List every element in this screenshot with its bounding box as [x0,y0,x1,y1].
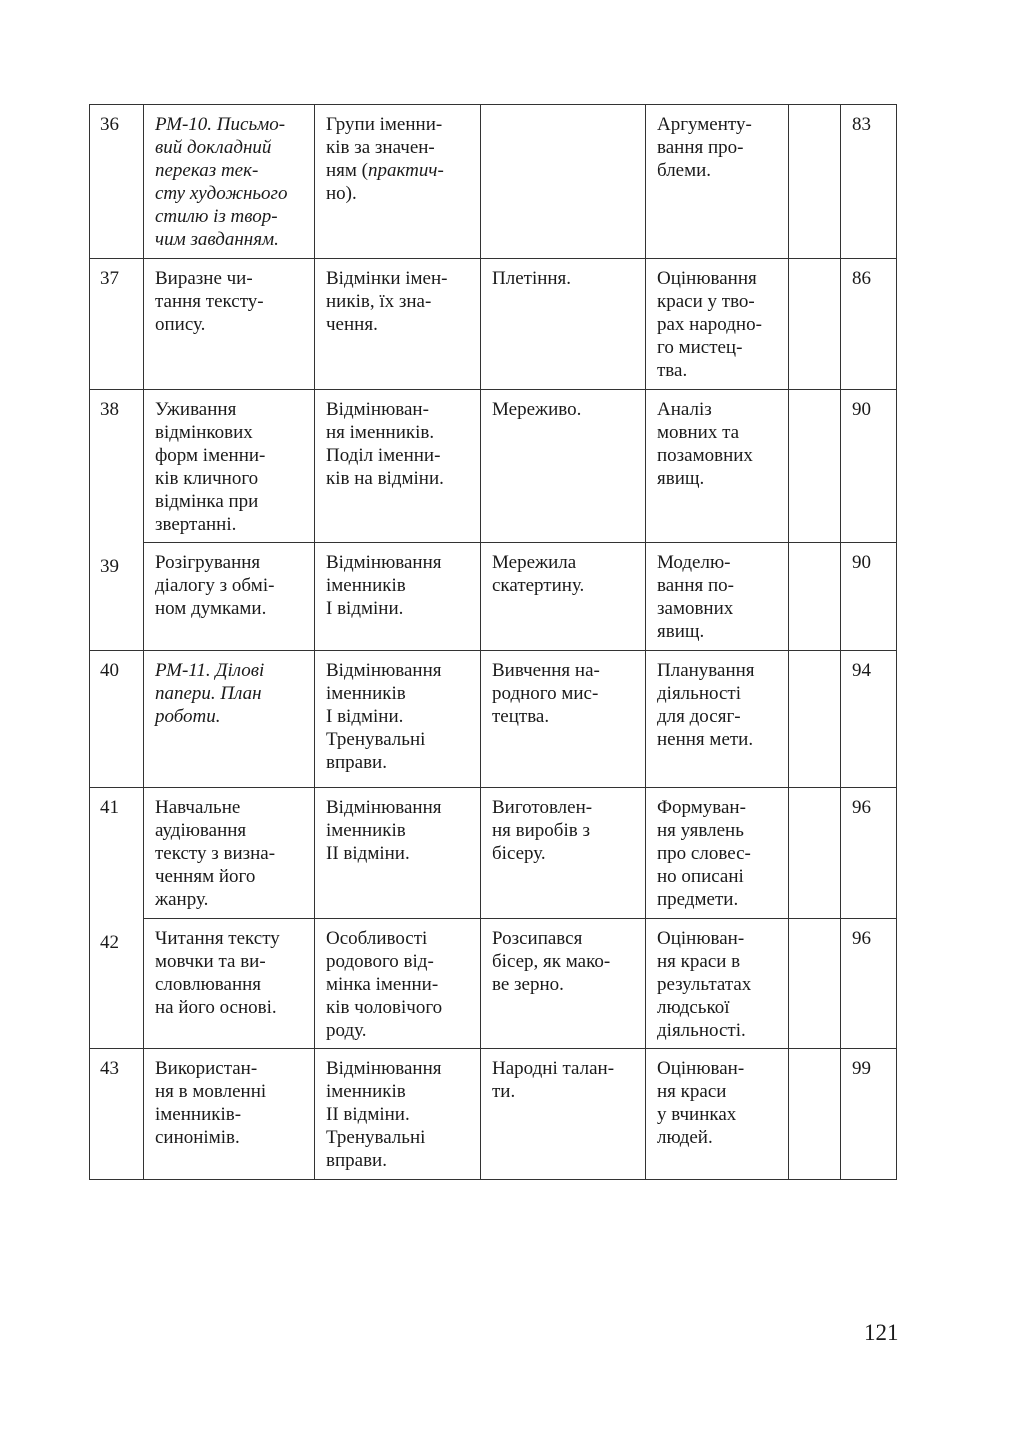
page-ref-cell [841,1049,897,1180]
page-ref: 96 [852,797,871,818]
cell-text-line: іменників [326,683,406,704]
empty-cell [789,788,841,919]
cell-text-line: синонімів. [155,1127,240,1148]
cell-text-line: явищ. [657,621,705,642]
cell-text-line: у вчинках [657,1104,737,1125]
cell-text-line: ти. [492,1081,516,1102]
page-number: 121 [864,1320,899,1345]
table-row [90,105,897,259]
cell-text-line: І відміни. [326,706,404,727]
cell-text-line: форм іменни- [155,445,266,466]
lesson-number-cell [90,259,144,390]
cell-text-line: Відмінювання [326,660,442,681]
cell-text-line: вання по- [657,575,734,596]
cell-text-line: І відміни. [326,598,404,619]
cell-text-line: діяльності [657,683,741,704]
cell-text-line: переказ тек- [155,160,259,181]
cell-text-line: Читання тексту [155,928,280,949]
lesson-number-cell [90,788,144,919]
lesson-number-cell [90,105,144,259]
theme-cell [481,390,646,543]
grammar-cell [315,788,481,919]
table-row [90,1049,897,1180]
cell-text-line: роду. [326,1020,367,1041]
page-ref-cell [841,390,897,543]
cell-text-line: Оцінюван- [657,928,745,949]
cell-text-line: для досяг- [657,706,741,727]
grammar-cell [315,1049,481,1180]
cell-text-line: чим завданням. [155,229,279,250]
skills-cell [646,1049,789,1180]
theme-cell [481,259,646,390]
page-ref: 83 [852,114,871,135]
topic-cell [144,1049,315,1180]
cell-text-line: Мережила [492,552,577,573]
cell-text-line: Вивчення на- [492,660,600,681]
grammar-cell [315,105,481,259]
topic-cell [144,105,315,259]
cell-text-line: явищ. [657,468,705,489]
cell-text-line: ня краси в [657,951,741,972]
cell-text-line: мінка іменни- [326,974,439,995]
cell-text-line: Моделю- [657,552,731,573]
cell-text-line: аудіювання [155,820,247,841]
cell-text-line: людей. [657,1127,713,1148]
cell-text-fragment: ків за значен- [326,137,435,158]
topic-cell [144,543,315,651]
cell-text-line: Тренувальні [326,1127,426,1148]
cell-text-line: іменників [326,575,406,596]
cell-text-line: звертанні. [155,514,237,535]
empty-cell [789,543,841,651]
cell-text-line: Виготовлен- [492,797,593,818]
lesson-number-cell [90,1049,144,1180]
grammar-cell [315,390,481,543]
cell-text-line: бісер, як мако- [492,951,611,972]
grammar-cell [315,543,481,651]
cell-text-line: ня виробів з [492,820,590,841]
cell-text-line: опису. [155,314,206,335]
skills-cell [646,919,789,1049]
theme-cell [481,543,646,651]
cell-text-line: ве зерно. [492,974,564,995]
cell-text-line: Аргументу- [657,114,752,135]
cell-text-line: Відмінювання [326,1058,442,1079]
lesson-number-cell [90,543,144,651]
table-row [90,259,897,390]
table-row [90,390,897,543]
cell-text-line: роботи. [155,706,221,727]
cell-text-line: скатертину. [492,575,585,596]
cell-text-line: Формуван- [657,797,746,818]
lesson-plan-table [89,104,897,1180]
cell-text-line: Мереживо. [492,399,582,420]
cell-text-line [326,113,474,136]
lesson-number-cell [90,919,144,1049]
cell-text-line: стилю із твор- [155,206,278,227]
cell-text-line: Народні талан- [492,1058,615,1079]
cell-text-line: жанру. [155,889,209,910]
cell-text-line [326,136,474,159]
cell-text-line: вий докладний [155,137,272,158]
lesson-number: 38 [100,399,119,420]
cell-text-line: мовчки та ви- [155,951,266,972]
cell-text-fragment: но [326,183,346,204]
page-ref: 90 [852,399,871,420]
cell-text-line: Виразне чи- [155,268,253,289]
cell-text-line: ченням його [155,866,256,887]
empty-cell [789,105,841,259]
cell-text-line: Оцінювання [657,268,757,289]
table-row [90,651,897,788]
cell-text-fragment: ням ( [326,160,369,181]
theme-cell [481,1049,646,1180]
skills-cell [646,259,789,390]
cell-text-line: ня іменників. [326,422,435,443]
cell-text-line: вправи. [326,1150,387,1171]
cell-text-line: Навчальне [155,797,241,818]
cell-text-line: Планування [657,660,755,681]
topic-cell [144,788,315,919]
cell-text-line: діяльності. [657,1020,746,1041]
cell-text-line: ня в мовленні [155,1081,267,1102]
table-body [90,105,897,1180]
skills-cell [646,543,789,651]
topic-cell [144,390,315,543]
page-ref-cell [841,543,897,651]
cell-text-line: діалогу з обмі- [155,575,275,596]
cell-text-line: но описані [657,866,744,887]
cell-text-line: результатах [657,974,752,995]
cell-text-line: краси у тво- [657,291,755,312]
page-ref: 99 [852,1058,871,1079]
page-ref: 96 [852,928,871,949]
lesson-number: 40 [100,660,119,681]
cell-text-line: папери. План [155,683,262,704]
cell-text-line: мовних та [657,422,740,443]
cell-text-line: ків чоловічого [326,997,443,1018]
cell-text-line: чення. [326,314,378,335]
cell-text-line: ІІ відміни. [326,1104,410,1125]
theme-cell [481,919,646,1049]
page-ref: 94 [852,660,871,681]
empty-cell [789,919,841,1049]
cell-text-line: іменників- [155,1104,242,1125]
cell-text-line: про словес- [657,843,751,864]
cell-text-line: ІІ відміни. [326,843,410,864]
cell-text-line: Розігрування [155,552,261,573]
cell-text-line: РМ-10. Письмо- [155,114,286,135]
topic-cell [144,919,315,1049]
cell-text-line: Використан- [155,1058,258,1079]
cell-text-line: Відмінки імен- [326,268,448,289]
cell-text-line: бісеру. [492,843,546,864]
cell-text-line: нення мети. [657,729,754,750]
cell-text-line: Уживання [155,399,237,420]
cell-text-line: тання тексту- [155,291,264,312]
cell-text-line: предмети. [657,889,739,910]
cell-text-line: Відмінюван- [326,399,429,420]
table-row [90,543,897,651]
lesson-number: 39 [100,555,119,577]
cell-text-line: ків кличного [155,468,259,489]
cell-text-fragment: Групи іменни- [326,114,443,135]
cell-text-line [326,182,474,205]
cell-text-line: відмінка при [155,491,259,512]
cell-text-line: Відмінювання [326,552,442,573]
page-ref: 90 [852,552,871,573]
grammar-cell [315,259,481,390]
theme-cell [481,651,646,788]
cell-text-line: вання про- [657,137,744,158]
page-ref-cell [841,105,897,259]
cell-text-line: РМ-11. Ділові [155,660,265,681]
lesson-number: 42 [100,931,119,953]
cell-text-line: ків на відміни. [326,468,444,489]
cell-text-line: рах народно- [657,314,762,335]
cell-text-line: блеми. [657,160,712,181]
cell-text-line: словлювання [155,974,262,995]
cell-text-line: позамовних [657,445,753,466]
lesson-number: 36 [100,114,119,135]
skills-cell [646,651,789,788]
cell-text-fragment: ). [345,183,357,204]
cell-text-line: ня уявлень [657,820,744,841]
skills-cell [646,105,789,259]
page-ref-cell [841,651,897,788]
cell-text-line: вправи. [326,752,387,773]
cell-text-line: іменників [326,820,406,841]
cell-text-line: на його основі. [155,997,277,1018]
empty-cell [789,259,841,390]
empty-cell [789,390,841,543]
lesson-number: 41 [100,797,119,818]
cell-text-line: го мистец- [657,337,743,358]
grammar-cell [315,651,481,788]
grammar-cell [315,919,481,1049]
cell-text-line: ня краси [657,1081,727,1102]
cell-text-fragment: практич- [368,160,444,181]
lesson-number-cell [90,651,144,788]
cell-text-line: Оцінюван- [657,1058,745,1079]
lesson-number: 37 [100,268,119,289]
table-row [90,919,897,1049]
cell-text-line: Аналіз [657,399,712,420]
cell-text-line: відмінкових [155,422,253,443]
skills-cell [646,788,789,919]
cell-text-line: Поділ іменни- [326,445,441,466]
cell-text-line: Тренувальні [326,729,426,750]
cell-text-line: ном думками. [155,598,267,619]
theme-cell [481,788,646,919]
cell-text-line: Плетіння. [492,268,572,289]
cell-text-line: ників, їх зна- [326,291,432,312]
page-ref-cell [841,259,897,390]
lesson-number-cell [90,390,144,543]
table-row [90,788,897,919]
cell-text-line: людської [657,997,730,1018]
cell-text-line: тва. [657,360,688,381]
cell-text-line: Розсипався [492,928,583,949]
cell-text-line [326,159,474,182]
cell-text-line: замовних [657,598,734,619]
cell-text-line: іменників [326,1081,406,1102]
theme-cell [481,105,646,259]
empty-cell [789,1049,841,1180]
cell-text-line: Відмінювання [326,797,442,818]
lesson-number: 43 [100,1058,119,1079]
cell-text-line: Особливості [326,928,428,949]
empty-cell [789,651,841,788]
cell-text-line: тецтва. [492,706,550,727]
topic-cell [144,259,315,390]
cell-text-line: родного мис- [492,683,599,704]
cell-text-line: родового від- [326,951,434,972]
cell-text-line: сту художнього [155,183,288,204]
page-ref: 86 [852,268,871,289]
topic-cell [144,651,315,788]
skills-cell [646,390,789,543]
page-ref-cell [841,919,897,1049]
page-ref-cell [841,788,897,919]
cell-text-line: тексту з визна- [155,843,276,864]
